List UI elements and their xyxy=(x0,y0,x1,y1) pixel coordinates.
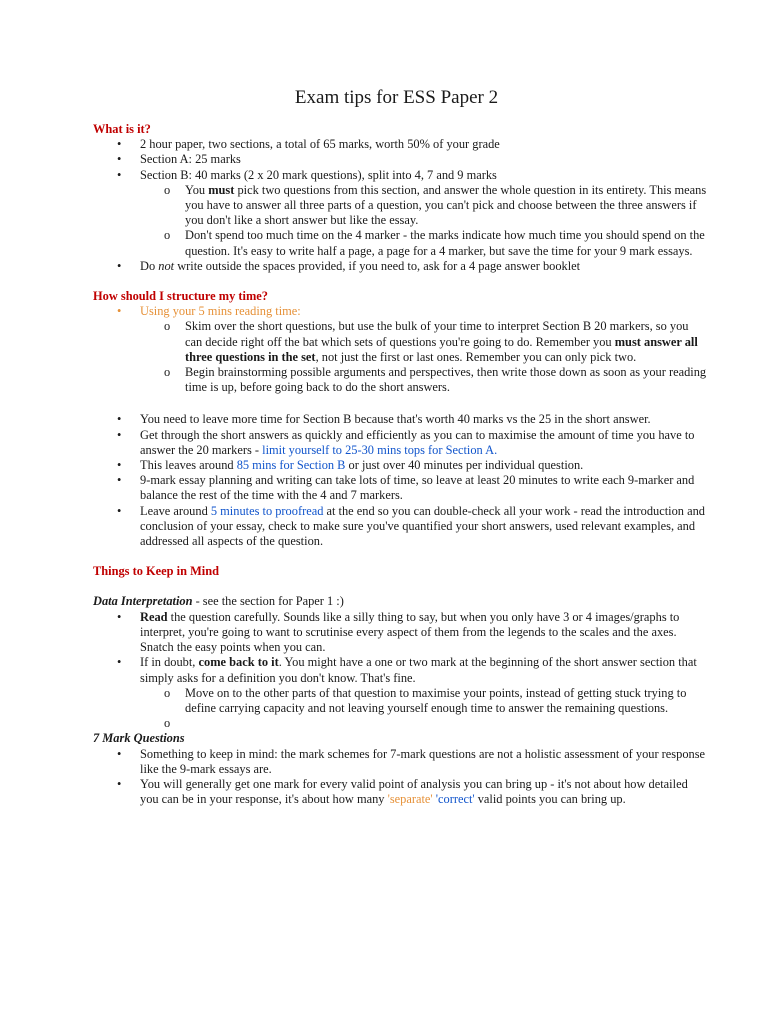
list-item: • Using your 5 mins reading time: o Skim over the short questions, but use the bulk of your time to interpret Section B 20 markers, so you can decide right off the bat which sets of questions you're going to do. Remember you must answer all three questions in the set, not just the first or last ones. Remember you can only pick two. o Begin brainstorming possible arguments and perspectives, then write those down as soon as your reading time is up, before going back to do the short answers. xyxy=(93,304,708,395)
section-heading-structure-time: How should I structure my time? xyxy=(93,289,268,304)
sub-list-item: o You must pick two questions from this section, and answer the whole question in its entirety. This means you have to answer all three parts of a question, you can't pick and choose between the three answers if you don't like a short answer but like the essay. xyxy=(140,183,708,229)
sub-list-item: o Move on to the other parts of that question to maximise your points, instead of getting stuck trying to define carrying capacity and not leaving yourself enough time to answer the remaining questions. xyxy=(140,686,708,716)
sub-list-item: o Skim over the short questions, but use the bulk of your time to interpret Section B 20 markers, so you can decide right off the bat which sets of questions you're going to do. Remember you must answer all three questions in the set, not just the first or last ones. Remember you can only pick two. xyxy=(140,319,708,365)
list-item: • Section B: 40 marks (2 x 20 mark questions), split into 4, 7 and 9 marks o You must pick two questions from this section, and answer the whole question in its entirety. This means you have to answer all three parts of a question, you can't pick and choose between the three answers if you don't like a short answer but like the essay. o Don't spend too much time on the 4 marker - the marks indicate how much time you should spend on the question. It's easy to write half a page, a page for a 4 marker, but save the time for your 9 mark essays. xyxy=(93,168,708,259)
subheading-7-mark-questions: 7 Mark Questions xyxy=(93,731,185,746)
list-item: • Something to keep in mind: the mark schemes for 7-mark questions are not a holistic assessment of your response like the 9-mark essays are. xyxy=(93,747,708,777)
list-item: • You will generally get one mark for every valid point of analysis you can bring up - it's not about how detailed you can be in your response, it's about how many 'separate' 'correct' valid points you can bring up. xyxy=(93,777,708,807)
list-item: • Get through the short answers as quickly and efficiently as you can to maximise the amount of time you have to answer the 20 markers - limit yourself to 25-30 mins tops for Section A. xyxy=(93,428,708,458)
list-item: • If in doubt, come back to it. You might have a one or two mark at the beginning of the short answer section that simply asks for a definition you don't know. That's fine. o Move on to the other parts of that question to maximise your points, instead of getting stuck trying to define carrying capacity and not leaving yourself enough time to answer the remaining questions. o xyxy=(93,655,708,731)
structure-time-list-2 xyxy=(93,412,708,549)
sub-list xyxy=(140,319,708,395)
structure-time-list xyxy=(93,304,708,395)
section-heading-what-is-it: What is it? xyxy=(93,122,151,136)
sub-list xyxy=(140,686,708,732)
section-heading-things-to-keep-in-mind: Things to Keep in Mind xyxy=(93,564,219,579)
sub-list-item: o Don't spend too much time on the 4 marker - the marks indicate how much time you should spend on the question. It's easy to write half a page, a page for a 4 marker, but save the time for your 9 mark essays. xyxy=(140,228,708,258)
what-is-it-list xyxy=(93,137,708,274)
list-item: • Read the question carefully. Sounds like a silly thing to say, but when you only have 3 or 4 images/graphs to interpret, you're going to want to scrutinise every aspect of them from the legends to the scales and the axes. Snatch the easy points when you can. xyxy=(93,610,708,656)
sub-list xyxy=(140,183,708,259)
subheading-data-interpretation: Data Interpretation - see the section for Paper 1 :) xyxy=(93,594,344,609)
list-item: • 9-mark essay planning and writing can take lots of time, so leave at least 20 minutes to write each 9-marker and balance the rest of the time with the 4 and 7 markers. xyxy=(93,473,708,503)
seven-mark-list xyxy=(93,747,708,808)
list-item: • You need to leave more time for Section B because that's worth 40 marks vs the 25 in the short answer. xyxy=(93,412,708,427)
list-item: • Leave around 5 minutes to proofread at the end so you can double-check all your work - read the introduction and conclusion of your essay, check to make sure you've quantified your short answers, used relevant examples, and addressed all aspects of the question. xyxy=(93,504,708,550)
list-item: • This leaves around 85 mins for Section B or just over 40 minutes per individual question. xyxy=(93,458,708,473)
list-item: • Do not write outside the spaces provided, if you need to, ask for a 4 page answer booklet xyxy=(93,259,708,274)
list-item: • 2 hour paper, two sections, a total of 65 marks, worth 50% of your grade xyxy=(93,137,708,152)
sub-list-item: o Begin brainstorming possible arguments and perspectives, then write those down as soon as your reading time is up, before going back to do the short answers. xyxy=(140,365,708,395)
data-interpretation-list xyxy=(93,610,708,732)
page-title: Exam tips for ESS Paper 2 xyxy=(294,87,499,108)
list-item: • Section A: 25 marks xyxy=(93,152,708,167)
sub-list-item-empty xyxy=(140,716,708,731)
